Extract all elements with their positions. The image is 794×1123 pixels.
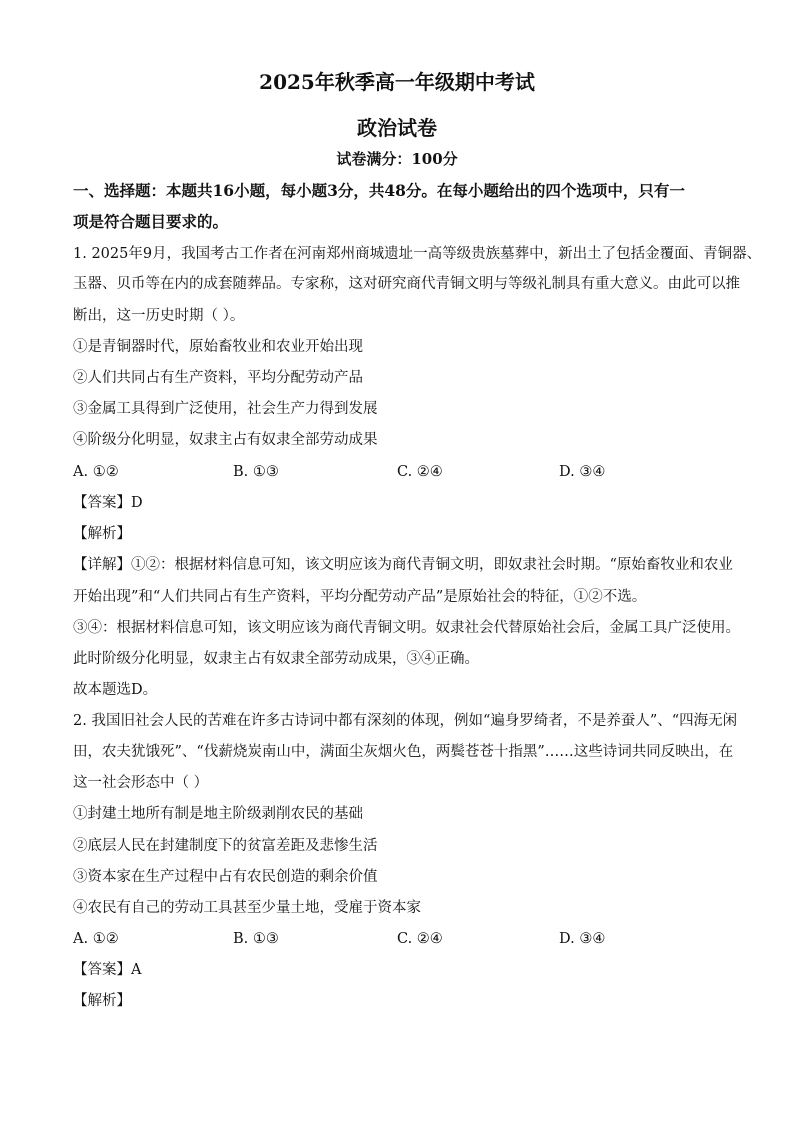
q1-detail-line: 【详解】①②：根据材料信息可知，该文明应该为商代青铜文明，即奴隶社会时期。“原始畜牧业和农业	[73, 557, 733, 573]
q1-item: ④阶级分化明显，奴隶主占有奴隶全部劳动成果	[73, 432, 378, 448]
q1-detail-line: 此时阶级分化明显，奴隶主占有奴隶全部劳动成果，③④正确。	[73, 651, 479, 667]
q2-item: ②底层人民在封建制度下的贫富差距及悲惨生活	[73, 838, 378, 854]
q1-detail-line: 开始出现”和“人们共同占有生产资料，平均分配劳动产品”是原始社会的特征，①②不选。	[73, 589, 647, 605]
section-heading-line1: 一、选择题：本题共16小题，每小题3分，共48分。在每小题给出的四个选项中，只有一	[73, 181, 685, 200]
q2-option-a: A. ①②	[73, 931, 119, 947]
q1-stem-line: 玉器、贝币等在内的成套随葬品。专家称，这对研究商代青铜文明与等级礼制具有重大意义。由此可以推	[73, 276, 740, 292]
q1-item: ③金属工具得到广泛使用，社会生产力得到发展	[73, 401, 378, 417]
q2-option-b: B. ①③	[233, 931, 279, 947]
q2-stem-line: 田，农夫犹饿死”、“伐薪烧炭南山中，满面尘灰烟火色，两鬓苍苍十指黑”……这些诗词共同反映出，在	[73, 744, 734, 760]
q2-analysis-label: 【解析】	[73, 993, 131, 1009]
q1-item: ①是青铜器时代，原始畜牧业和农业开始出现	[73, 339, 363, 355]
q2-option-c: C. ②④	[397, 931, 443, 947]
section-heading-line2: 项是符合题目要求的。	[73, 212, 229, 231]
q1-option-b: B. ①③	[233, 464, 279, 480]
q1-item: ②人们共同占有生产资料，平均分配劳动产品	[73, 370, 363, 386]
q2-option-d: D. ③④	[559, 931, 606, 947]
q2-stem-line: 2. 我国旧社会人民的苦难在许多古诗词中都有深刻的体现，例如“遍身罗绮者，不是养蚕人”、“四海无闲	[73, 713, 738, 729]
q1-option-d: D. ③④	[559, 464, 606, 480]
exam-score: 试卷满分：100分	[336, 150, 458, 168]
exam-title: 2025年秋季高一年级期中考试	[259, 70, 535, 94]
q2-item: ④农民有自己的劳动工具甚至少量土地，受雇于资本家	[73, 900, 421, 916]
q2-item: ③资本家在生产过程中占有农民创造的剩余价值	[73, 869, 378, 885]
q1-option-c: C. ②④	[397, 464, 443, 480]
q1-answer: 【答案】D	[73, 495, 143, 511]
q1-analysis-label: 【解析】	[73, 526, 131, 542]
q1-detail-line: ③④：根据材料信息可知，该文明应该为商代青铜文明。奴隶社会代替原始社会后，金属工具广泛使用。	[73, 620, 740, 636]
q1-stem-line: 1. 2025年9月，我国考古工作者在河南郑州商城遗址一高等级贵族墓葬中，新出土了包括金覆面、青铜器、	[73, 246, 762, 262]
q2-answer: 【答案】A	[73, 962, 142, 978]
q1-detail-line: 故本题选D。	[73, 682, 158, 698]
q1-stem-line: 断出，这一历史时期（ ）。	[73, 308, 245, 324]
q1-option-a: A. ①②	[73, 464, 119, 480]
q2-stem-line: 这一社会形态中（ ）	[73, 775, 209, 791]
exam-subject: 政治试卷	[357, 116, 437, 140]
q2-item: ①封建土地所有制是地主阶级剥削农民的基础	[73, 806, 363, 822]
